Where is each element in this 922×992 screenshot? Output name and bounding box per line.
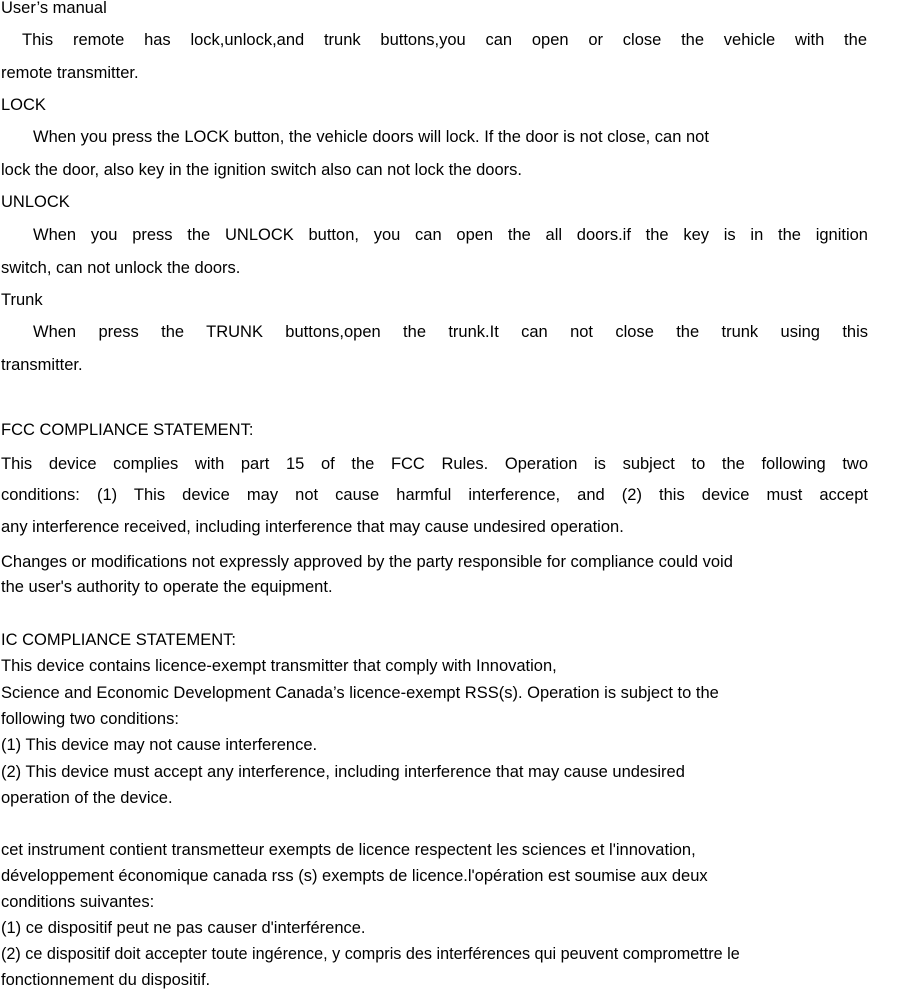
fcc-line-2: conditions: (1) This device may not cause harmful interference, and (2) this device must accept bbox=[1, 486, 868, 504]
ic-heading: IC COMPLIANCE STATEMENT: bbox=[1, 631, 236, 649]
intro-line-1: This remote has lock,unlock,and trunk buttons,you can open or close the vehicle with the bbox=[22, 31, 867, 49]
ic-line-1: This device contains licence-exempt transmitter that comply with Innovation, bbox=[1, 657, 557, 675]
lock-line-2: lock the door, also key in the ignition switch also can not lock the doors. bbox=[1, 161, 522, 179]
trunk-heading: Trunk bbox=[1, 291, 43, 309]
french-line-5: (2) ce dispositif doit accepter toute ingérence, y compris des interférences qui peuvent compromettre le bbox=[1, 945, 740, 963]
unlock-line-2: switch, can not unlock the doors. bbox=[1, 259, 241, 277]
fcc-heading: FCC COMPLIANCE STATEMENT: bbox=[1, 421, 254, 439]
french-line-3: conditions suivantes: bbox=[1, 893, 155, 911]
lock-line-1: When you press the LOCK button, the vehicle doors will lock. If the door is not close, can not bbox=[33, 128, 709, 146]
unlock-heading: UNLOCK bbox=[1, 193, 70, 211]
ic-line-4: (1) This device may not cause interference. bbox=[1, 736, 318, 754]
lock-heading: LOCK bbox=[1, 96, 46, 114]
trunk-line-1: When press the TRUNK buttons,open the trunk.It can not close the trunk using this bbox=[33, 323, 868, 341]
french-line-4: (1) ce dispositif peut ne pas causer d'interférence. bbox=[1, 919, 366, 937]
fcc-line-1: This device complies with part 15 of the FCC Rules. Operation is subject to the following two bbox=[1, 455, 868, 473]
trunk-line-2: transmitter. bbox=[1, 356, 83, 374]
ic-line-2: Science and Economic Development Canada’s licence-exempt RSS(s). Operation is subject to the bbox=[1, 684, 719, 702]
french-line-1: cet instrument contient transmetteur exempts de licence respectent les sciences et l'innovation, bbox=[1, 841, 696, 859]
fcc-line-4: Changes or modifications not expressly approved by the party responsible for compliance could void bbox=[1, 553, 733, 571]
intro-line-2: remote transmitter. bbox=[1, 64, 139, 82]
fcc-line-5: the user's authority to operate the equipment. bbox=[1, 578, 333, 596]
french-line-2: développement économique canada rss (s) exempts de licence.l'opération est soumise aux deux bbox=[1, 867, 708, 885]
ic-line-6: operation of the device. bbox=[1, 789, 173, 807]
manual-title: User’s manual bbox=[1, 0, 107, 17]
unlock-line-1: When you press the UNLOCK button, you can open the all doors.if the key is in the ignition bbox=[33, 226, 868, 244]
ic-line-5: (2) This device must accept any interference, including interference that may cause undesired bbox=[1, 763, 685, 781]
french-line-6: fonctionnement du dispositif. bbox=[1, 971, 211, 989]
ic-line-3: following two conditions: bbox=[1, 710, 179, 728]
fcc-line-3: any interference received, including interference that may cause undesired operation. bbox=[1, 518, 624, 536]
